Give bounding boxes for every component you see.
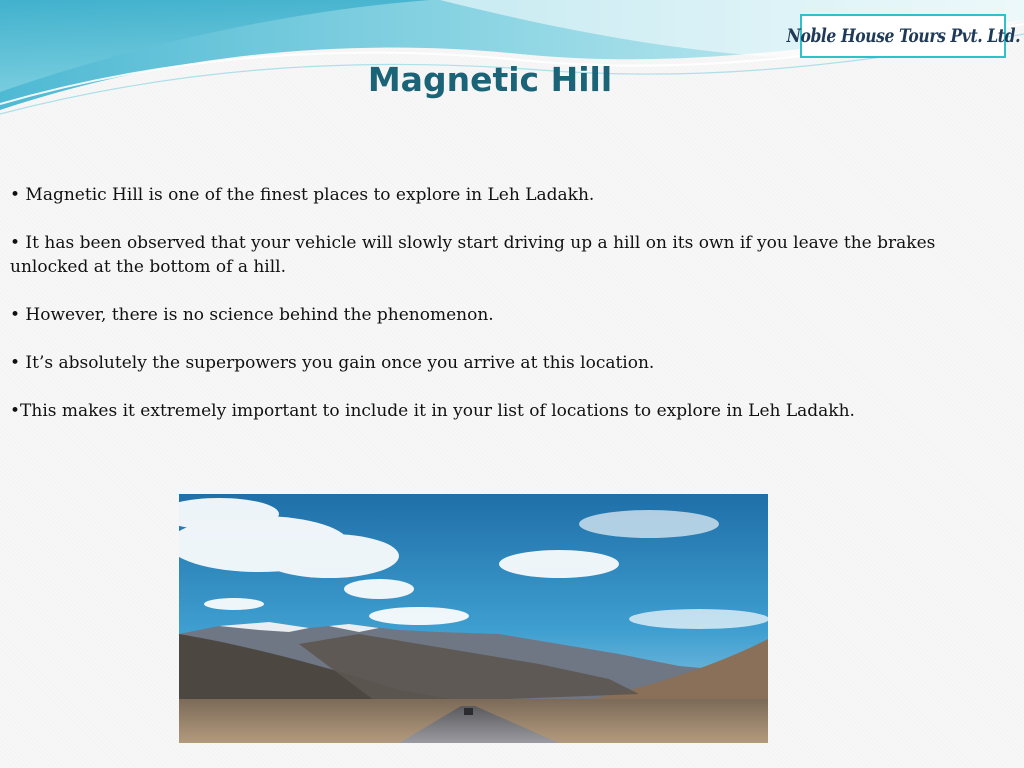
logo-text: Noble House Tours Pvt. Ltd. <box>786 25 1020 47</box>
slide-title: Magnetic Hill <box>367 60 613 99</box>
bullet-item: • However, there is no science behind the phenomenon. <box>10 305 494 325</box>
bullet-item: • It has been observed that your vehicle will slowly start driving up a hill on its own if you leave the brakes unlocked at the bottom of a hill. <box>10 233 936 277</box>
bullet-list <box>10 183 1014 447</box>
bullet-item: • It’s absolutely the superpowers you gain once you arrive at this location. <box>10 353 655 373</box>
bullet-item: • Magnetic Hill is one of the finest places to explore in Leh Ladakh. <box>10 185 595 205</box>
bullet-item: •This makes it extremely important to include it in your list of locations to explore in Leh Ladakh. <box>10 401 855 421</box>
road-through-mountains-photo <box>179 494 768 743</box>
company-logo <box>786 14 1020 58</box>
